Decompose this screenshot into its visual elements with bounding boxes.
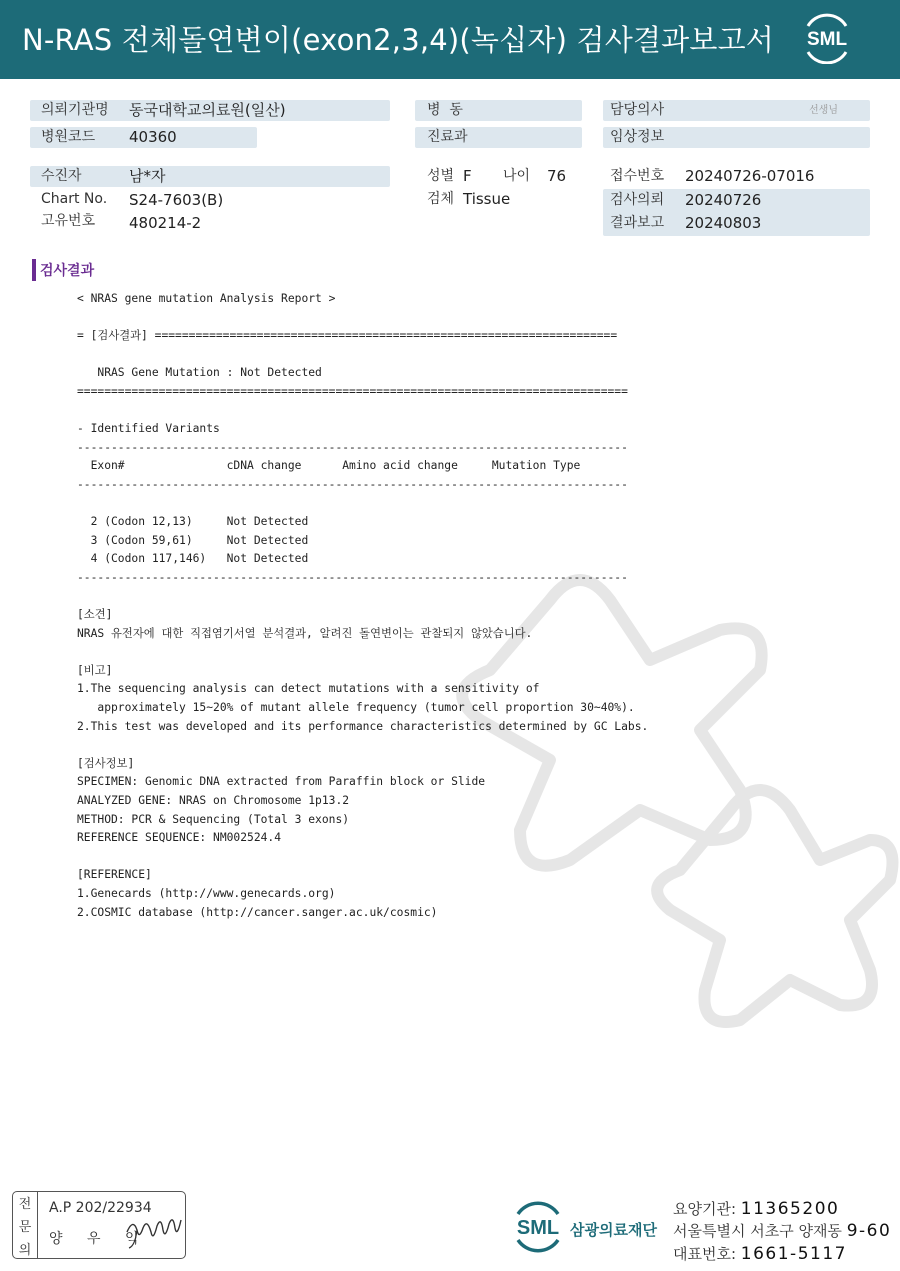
footer-phone xyxy=(673,1243,847,1264)
footer-address xyxy=(673,1220,891,1241)
stamp-side-char: 전 xyxy=(18,1197,32,1212)
specimen-value: Tissue xyxy=(463,190,511,208)
report-title: N-RAS 전체돌연변이(exon2,3,4)(녹십자) 검사결과보고서 xyxy=(22,23,775,57)
report-line: SPECIMEN: Genomic DNA extracted from Paraffin block or Slide xyxy=(77,775,486,789)
report-line: NRAS 유전자에 대한 직접염기서열 분석결과, 알려진 돌연변이는 관찰되지 않았습니다. xyxy=(77,626,533,640)
hospital-code-label: 병원코드 xyxy=(41,129,96,145)
report-line: [비고] xyxy=(77,663,113,677)
report-header xyxy=(0,0,900,79)
report-line xyxy=(77,588,648,607)
report-line: < NRAS gene mutation Analysis Report > xyxy=(77,292,336,305)
phone-value: 1661-5117 xyxy=(740,1244,847,1264)
request-date-label: 검사의뢰 xyxy=(610,192,665,208)
report-line: ANALYZED GENE: NRAS on Chromosome 1p13.2 xyxy=(77,794,350,808)
report-date-value: 20240803 xyxy=(685,214,762,232)
receipt-no-value: 20240726-07016 xyxy=(685,167,815,185)
report-line xyxy=(77,848,648,867)
stamp-side-char: 의 xyxy=(18,1243,32,1258)
report-line: REFERENCE SEQUENCE: NM002524.4 xyxy=(77,831,282,845)
unique-no-value: 480214-2 xyxy=(129,214,202,232)
hospital-code-value: 40360 xyxy=(129,128,177,146)
report-line: 2.This test was developed and its performance characteristics determined by GC Labs. xyxy=(77,719,649,733)
chart-no-label: Chart No. xyxy=(41,191,108,207)
report-line xyxy=(77,346,648,365)
report-line: 4 (Codon 117,146) Not Detected xyxy=(77,552,309,566)
age-value: 76 xyxy=(547,167,567,185)
report-line: 3 (Codon 59,61) Not Detected xyxy=(77,533,309,547)
sml-footer-logo-icon xyxy=(508,1198,568,1254)
report-date-label: 결과보고 xyxy=(610,215,665,231)
report-line: approximately 15~20% of mutant allele frequency (tumor cell proportion 30~40%). xyxy=(77,701,635,715)
patient-label: 수진자 xyxy=(41,168,82,184)
patient-bar xyxy=(30,166,390,187)
specialist-stamp xyxy=(12,1191,186,1259)
phone-label: 대표번호: xyxy=(673,1245,737,1263)
report-line: 2.COSMIC database (http://cancer.sanger.ac.uk/cosmic) xyxy=(77,905,438,919)
ward-label: 병 동 xyxy=(427,102,463,118)
address-number: 9-60 xyxy=(846,1221,892,1241)
svg-text:SML: SML xyxy=(516,1217,560,1239)
section-marker xyxy=(32,259,36,281)
nursing-code-label: 요양기관: xyxy=(673,1200,737,1218)
report-line xyxy=(77,643,648,662)
receipt-no-label: 접수번호 xyxy=(610,168,665,184)
clinical-info-label: 임상정보 xyxy=(610,129,665,145)
footer-nursing-code xyxy=(673,1198,839,1219)
report-line xyxy=(77,309,648,328)
nursing-code-value: 11365200 xyxy=(740,1199,840,1219)
sex-value: F xyxy=(463,167,472,185)
report-line: 2 (Codon 12,13) Not Detected xyxy=(77,515,309,529)
age-label: 나이 xyxy=(503,168,531,184)
patient-value: 남*자 xyxy=(129,167,166,185)
report-line xyxy=(77,495,648,514)
report-line: = [검사결과] ==================================================================== xyxy=(77,329,618,343)
section-title: 검사결과 xyxy=(40,263,95,279)
report-line: NRAS Gene Mutation : Not Detected xyxy=(77,366,322,380)
report-line: 1.The sequencing analysis can detect mutations with a sensitivity of xyxy=(77,682,540,696)
footer-org-name: 삼광의료재단 xyxy=(570,1221,657,1239)
sml-logo-icon xyxy=(798,12,856,64)
report-line: --------------------------------------------------------------------------------- xyxy=(77,440,628,454)
doctor-suffix: 선생님 xyxy=(809,105,838,116)
doctor-label: 담당의사 xyxy=(610,102,665,118)
svg-text:SML: SML xyxy=(806,29,848,50)
stamp-license: A.P 202/22934 xyxy=(49,1200,152,1216)
report-line: [검사정보] xyxy=(77,756,135,770)
stamp-side-label xyxy=(13,1192,38,1258)
institution-label: 의뢰기관명 xyxy=(41,102,109,118)
signature-icon xyxy=(123,1210,185,1250)
report-line: Exon# cDNA change Amino acid change Mutation Type xyxy=(77,459,581,473)
report-line xyxy=(77,402,648,421)
report-line: ================================================================================= xyxy=(77,384,628,398)
report-line: - Identified Variants xyxy=(77,422,220,436)
specimen-label: 검체 xyxy=(427,191,455,207)
report-line: [소견] xyxy=(77,608,113,622)
address-prefix: 서울특별시 서초구 양재동 xyxy=(673,1222,842,1240)
report-line: 1.Genecards (http://www.genecards.org) xyxy=(77,887,336,900)
report-line: METHOD: PCR & Sequencing (Total 3 exons) xyxy=(77,812,350,826)
stamp-side-char: 문 xyxy=(18,1220,32,1235)
chart-no-value: S24-7603(B) xyxy=(129,191,224,209)
stamp-name: 양 우 익 xyxy=(49,1231,149,1247)
unique-no-label: 고유번호 xyxy=(41,213,96,229)
report-line: --------------------------------------------------------------------------------- xyxy=(77,570,628,584)
institution-value: 동국대학교의료원(일산) xyxy=(129,101,286,119)
report-line: [REFERENCE] xyxy=(77,868,152,882)
department-label: 진료과 xyxy=(427,129,468,145)
request-date-value: 20240726 xyxy=(685,191,762,209)
report-line xyxy=(77,736,648,755)
report-body xyxy=(77,290,648,922)
report-line: --------------------------------------------------------------------------------- xyxy=(77,477,628,491)
sex-label: 성별 xyxy=(427,168,455,184)
